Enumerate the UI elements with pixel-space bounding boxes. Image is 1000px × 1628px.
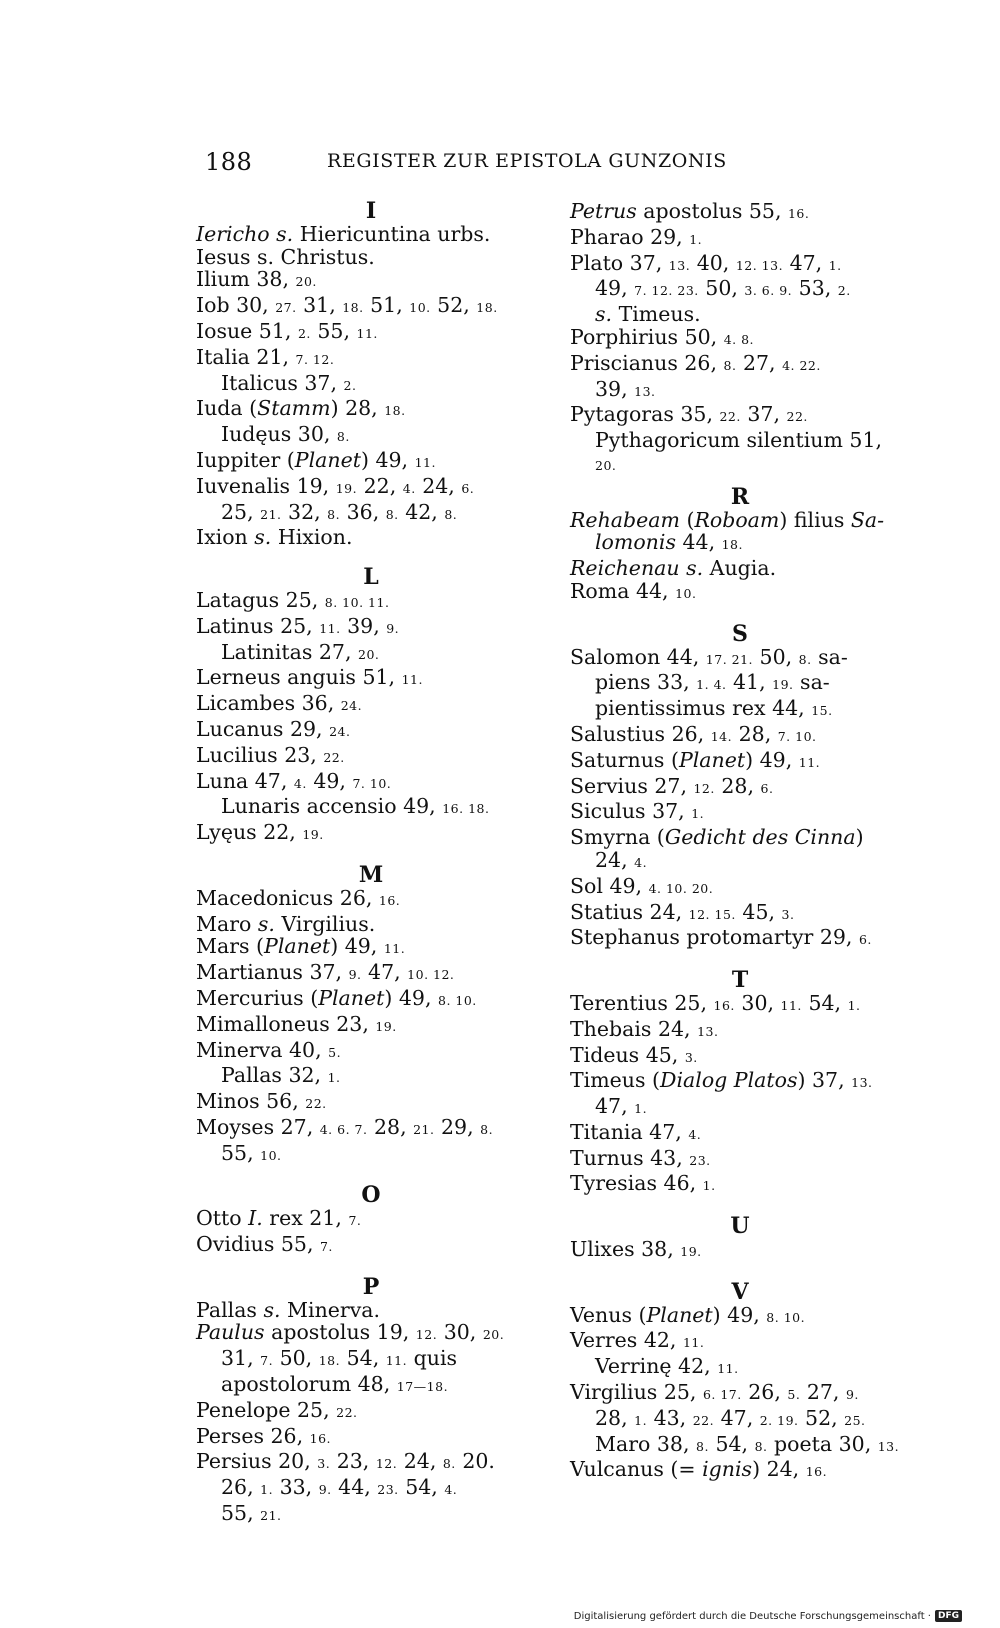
section-letter-l: L	[363, 564, 379, 591]
running-title: REGISTER ZUR EPISTOLA GUNZONIS	[327, 150, 727, 172]
entry: 31, 7. 50, 18. 54, 11. quis	[221, 1346, 458, 1371]
entry: Minerva 40, 5.	[196, 1037, 342, 1062]
entry: 28, 1. 43, 22. 47, 2. 19. 52, 25.	[595, 1405, 866, 1430]
entry: s. Timeus.	[595, 302, 701, 327]
entry: Iudęus 30, 8.	[221, 422, 350, 447]
entry: Iuppiter (Planet) 49, 11.	[196, 447, 436, 472]
entry: Penelope 25, 22.	[196, 1397, 358, 1422]
footer-text: Digitalisierung gefördert durch die Deutsche Forschungsgemeinschaft ·	[573, 1610, 931, 1622]
entry: Tyresias 46, 1.	[570, 1171, 716, 1196]
entry: Lunaris accensio 49, 16. 18.	[221, 794, 490, 819]
entry: Latagus 25, 8. 10. 11.	[196, 587, 390, 612]
entry: Lyęus 22, 19.	[196, 820, 324, 845]
section-letter-v: V	[731, 1278, 749, 1305]
entry: Mars (Planet) 49, 11.	[196, 934, 406, 959]
entry: Perses 26, 16.	[196, 1423, 332, 1448]
dfg-logo: DFG	[935, 1610, 962, 1622]
entry: Rehabeam (Roboam) filius Sa-	[570, 507, 885, 532]
entry: Minos 56, 22.	[196, 1089, 327, 1114]
entry: 49, 7. 12. 23. 50, 3. 6. 9. 53, 2.	[595, 276, 851, 301]
section-letter-r: R	[730, 483, 750, 510]
entry: Ixion s. Hixion.	[196, 525, 353, 550]
section-letter-u: U	[730, 1213, 750, 1240]
section-letter-s: S	[732, 620, 748, 647]
entry: Iesus s. Christus.	[196, 244, 375, 269]
section-letter-m: M	[358, 861, 384, 888]
entry: Verres 42, 11.	[570, 1328, 705, 1353]
entry: Vulcanus (= ignis) 24, 16.	[570, 1457, 828, 1482]
entry: Mercurius (Planet) 49, 8. 10.	[196, 985, 477, 1010]
entry: Thebais 24, 13.	[570, 1016, 719, 1041]
entry: pientissimus rex 44, 15.	[595, 696, 833, 721]
entry: Ulixes 38, 19.	[570, 1237, 702, 1262]
entry: Servius 27, 12. 28, 6.	[570, 773, 774, 798]
entry: piens 33, 1. 4. 41, 19. sa-	[595, 670, 830, 695]
entry: Luna 47, 4. 49, 7. 10.	[196, 768, 392, 793]
entry: Iosue 51, 2. 55, 11.	[196, 318, 378, 343]
entry: Italicus 37, 2.	[221, 370, 357, 395]
entry: Maro 38, 8. 54, 8. poeta 30, 13.	[595, 1431, 900, 1456]
entry: Ovidius 55, 7.	[196, 1232, 333, 1257]
entry: Petrus apostolus 55, 16.	[570, 199, 810, 223]
section-letter-i: I	[365, 198, 377, 224]
section-letter-o: O	[361, 1182, 381, 1209]
entry: Tideus 45, 3.	[570, 1042, 698, 1067]
entry: Smyrna (Gedicht des Cinna)	[570, 825, 864, 850]
entry: Italia 21, 7. 12.	[196, 344, 335, 369]
entry: Priscianus 26, 8. 27, 4. 22.	[570, 350, 821, 375]
entry: Turnus 43, 23.	[570, 1145, 711, 1170]
entry: 47, 1.	[595, 1094, 648, 1119]
entry: Porphirius 50, 4. 8.	[570, 324, 755, 349]
entry: Iuda (Stamm) 28, 18.	[196, 396, 406, 421]
entry: Verrinę 42, 11.	[595, 1354, 739, 1379]
section-letter-t: T	[731, 967, 749, 994]
entry: 26, 1. 33, 9. 44, 23. 54, 4.	[221, 1475, 458, 1500]
entry: Terentius 25, 16. 30, 11. 54, 1.	[570, 990, 861, 1015]
entry: 25, 21. 32, 8. 36, 8. 42, 8.	[221, 499, 458, 524]
entry: Timeus (Dialog Platos) 37, 13.	[570, 1068, 873, 1093]
entry: Moyses 27, 4. 6. 7. 28, 21. 29, 8.	[196, 1114, 494, 1139]
left-column	[196, 200, 546, 1528]
entry: Iericho s. Hiericuntina urbs.	[196, 221, 491, 246]
entry: Paulus apostolus 19, 12. 30, 20.	[196, 1320, 505, 1345]
digitization-footer	[574, 1610, 962, 1622]
entry: Pytagoras 35, 22. 37, 22.	[570, 402, 808, 427]
entry: Pallas 32, 1.	[221, 1063, 341, 1088]
entry: apostolorum 48, 17—18.	[221, 1372, 449, 1397]
entry: Latinus 25, 11. 39, 9.	[196, 613, 400, 638]
entry: Persius 20, 3. 23, 12. 24, 8. 20.	[196, 1449, 495, 1474]
entry: Salustius 26, 14. 28, 7. 10.	[570, 721, 817, 746]
entry: Lucanus 29, 24.	[196, 716, 351, 741]
entry: Roma 44, 10.	[570, 578, 697, 603]
right-column	[570, 200, 910, 1484]
entry: Salomon 44, 17. 21. 50, 8. sa-	[570, 644, 848, 669]
entry: Maro s. Virgilius.	[196, 911, 376, 936]
entry: Martianus 37, 9. 47, 10. 12.	[196, 960, 455, 985]
entry: Latinitas 27, 20.	[221, 639, 380, 664]
entry: Macedonicus 26, 16.	[196, 885, 401, 910]
entry: Saturnus (Planet) 49, 11.	[570, 747, 821, 772]
entry: Lerneus anguis 51, 11.	[196, 665, 423, 690]
entry: 39, 13.	[595, 376, 656, 401]
entry: 55, 10.	[221, 1140, 282, 1165]
entry: Venus (Planet) 49, 8. 10.	[570, 1302, 806, 1327]
entry: Reichenau s. Augia.	[570, 556, 777, 581]
entry: Titania 47, 4.	[570, 1119, 702, 1144]
entry: Iuvenalis 19, 19. 22, 4. 24, 6.	[196, 473, 475, 498]
entry: Siculus 37, 1.	[570, 799, 705, 824]
entry: Virgilius 25, 6. 17. 26, 5. 27, 9.	[570, 1380, 859, 1405]
entry: 55, 21.	[221, 1501, 282, 1526]
entry: Iob 30, 27. 31, 18. 51, 10. 52, 18.	[196, 293, 498, 318]
page-number: 188	[205, 148, 253, 176]
entry: 20.	[595, 457, 617, 473]
entry: Stephanus protomartyr 29, 6.	[570, 925, 872, 950]
page-header	[205, 148, 805, 178]
entry: Statius 24, 12. 15. 45, 3.	[570, 899, 795, 924]
entry: Ilium 38, 20.	[196, 267, 317, 292]
entry: Pallas s. Minerva.	[196, 1297, 381, 1322]
entry: Pharao 29, 1.	[570, 224, 703, 249]
section-letter-p: P	[362, 1273, 380, 1300]
entry: 24, 4.	[595, 847, 648, 872]
entry: Pythagoricum silentium 51,	[595, 428, 883, 453]
entry: Licambes 36, 24.	[196, 691, 363, 716]
entry: lomonis 44, 18.	[595, 530, 743, 555]
entry: Lucilius 23, 22.	[196, 742, 345, 767]
entry: Mimalloneus 23, 19.	[196, 1011, 397, 1036]
entry: Plato 37, 13. 40, 12. 13. 47, 1.	[570, 250, 842, 275]
entry: Otto I. rex 21, 7.	[196, 1206, 362, 1231]
entry: Sol 49, 4. 10. 20.	[570, 873, 714, 898]
